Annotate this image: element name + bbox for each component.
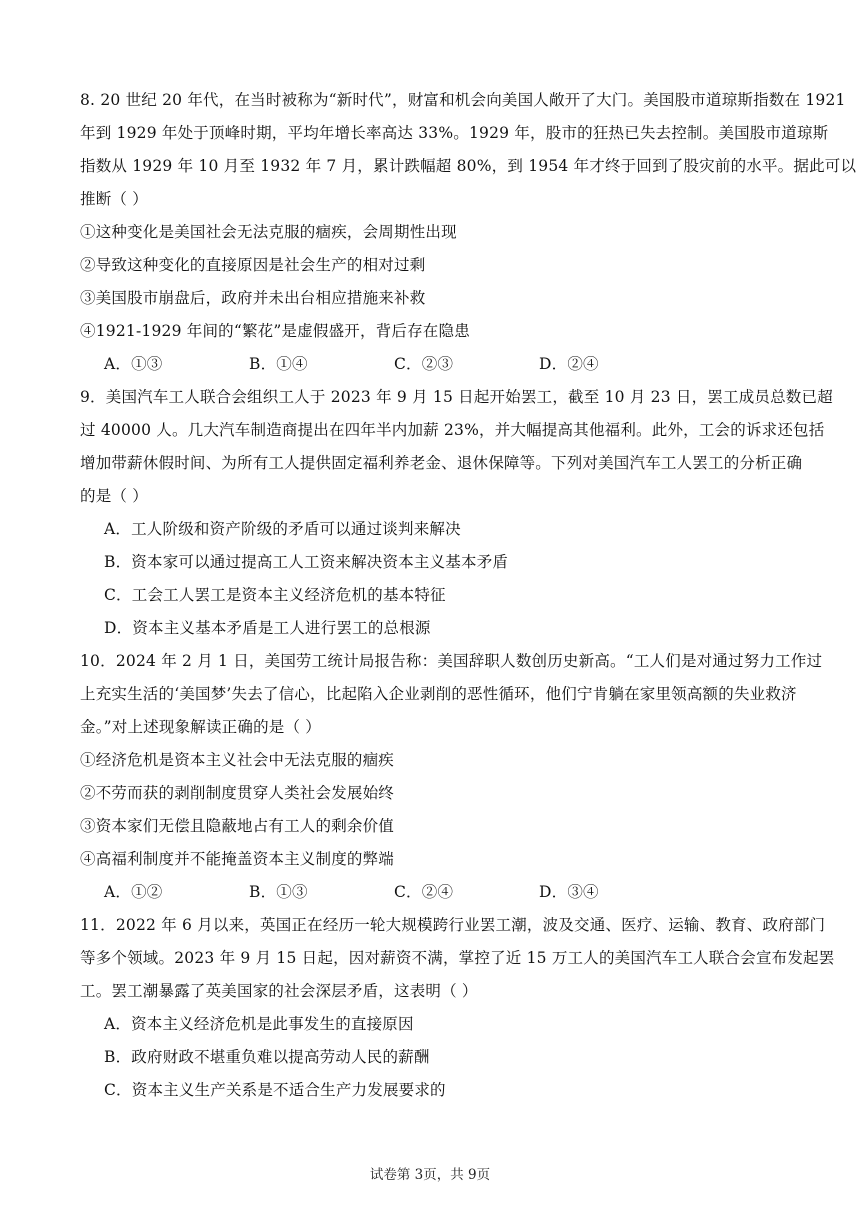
statement: ①经济危机是资本主义社会中无法克服的痼疾	[80, 751, 395, 769]
question-stem-line: 等多个领域。2023 年 9 月 15 日起，因对薪资不满，掌控了近 15 万工人的美国汽车工人联合会宣布发起罢	[80, 949, 835, 967]
exam-page	[80, 84, 857, 1107]
option-b: B．①④	[249, 355, 308, 373]
question-9	[80, 381, 833, 645]
option-b: B．①③	[249, 883, 308, 901]
question-stem-line: 推断（ ）	[80, 190, 148, 208]
question-stem-line: 11．2022 年 6 月以来，英国正在经历一轮大规模跨行业罢工潮，波及交通、医疗、运输、教育、政府部门	[80, 916, 826, 934]
statement: ②导致这种变化的直接原因是社会生产的相对过剩	[80, 256, 426, 274]
question-stem-line: 过 40000 人。几大汽车制造商提出在四年半内加薪 23%，并大幅提高其他福利。此外，工会的诉求还包括	[80, 421, 825, 439]
option-d: D．资本主义基本矛盾是工人进行罢工的总根源	[104, 619, 431, 637]
question-11	[80, 909, 835, 1107]
option-b: B．资本家可以通过提高工人工资来解决资本主义基本矛盾	[104, 553, 509, 571]
question-stem-line: 的是（ ）	[80, 487, 148, 505]
option-b: B．政府财政不堪重负难以提高劳动人民的薪酬	[104, 1048, 430, 1066]
option-d: D．③④	[539, 883, 599, 901]
option-c: C．②④	[394, 883, 454, 901]
option-a: A．资本主义经济危机是此事发生的直接原因	[104, 1015, 414, 1033]
question-stem-line: 9．美国汽车工人联合会组织工人于 2023 年 9 月 15 日起开始罢工，截至 10 月 23 日，罢工成员总数已超	[80, 388, 833, 406]
option-a: A．①③	[104, 355, 163, 373]
page-footer: 试卷第 3页，共 9页	[369, 1167, 491, 1183]
option-c: C．②③	[394, 355, 454, 373]
option-d: D．②④	[539, 355, 599, 373]
statement: ④1921-1929 年间的“繁花”是虚假盛开，背后存在隐患	[80, 322, 470, 340]
question-stem-line: 上充实生活的‘美国梦’失去了信心，比起陷入企业剥削的恶性循环，他们宁肯躺在家里领高额的失业救济	[80, 685, 797, 703]
answer-options	[80, 876, 782, 909]
statement: ③资本家们无偿且隐蔽地占有工人的剩余价值	[80, 817, 395, 835]
question-stem-line: 10．2024 年 2 月 1 日，美国劳工统计局报告称：美国辞职人数创历史新高。“工人们是对通过努力工作过	[80, 652, 823, 670]
option-a: A．工人阶级和资产阶级的矛盾可以通过谈判来解决	[104, 520, 461, 538]
statement: ③美国股市崩盘后，政府并未出台相应措施来补救	[80, 289, 426, 307]
question-stem-line: 8. 20 世纪 20 年代，在当时被称为“新时代”，财富和机会向美国人敞开了大门。美国股市道琼斯指数在 1921	[80, 91, 846, 109]
question-8	[80, 84, 857, 381]
question-stem-line: 金。”对上述现象解读正确的是（ ）	[80, 718, 322, 736]
statement: ①这种变化是美国社会无法克服的痼疾，会周期性出现	[80, 223, 457, 241]
question-10	[80, 645, 823, 909]
option-c: C．资本主义生产关系是不适合生产力发展要求的	[104, 1081, 446, 1099]
answer-options	[80, 348, 782, 381]
option-c: C．工会工人罢工是资本主义经济危机的基本特征	[104, 586, 446, 604]
option-a: A．①②	[104, 883, 163, 901]
statement: ②不劳而获的剥削制度贯穿人类社会发展始终	[80, 784, 395, 802]
question-stem-line: 增加带薪休假时间、为所有工人提供固定福利养老金、退休保障等。下列对美国汽车工人罢工的分析正确	[80, 454, 803, 472]
statement: ④高福利制度并不能掩盖资本主义制度的弊端	[80, 850, 395, 868]
question-stem-line: 工。罢工潮暴露了英美国家的社会深层矛盾，这表明（ ）	[80, 982, 478, 1000]
question-stem-line: 年到 1929 年处于顶峰时期，平均年增长率高达 33%。1929 年，股市的狂热已失去控制。美国股市道琼斯	[80, 124, 829, 142]
question-stem-line: 指数从 1929 年 10 月至 1932 年 7 月，累计跌幅超 80%，到 1954 年才终于回到了股灾前的水平。据此可以	[80, 157, 857, 175]
